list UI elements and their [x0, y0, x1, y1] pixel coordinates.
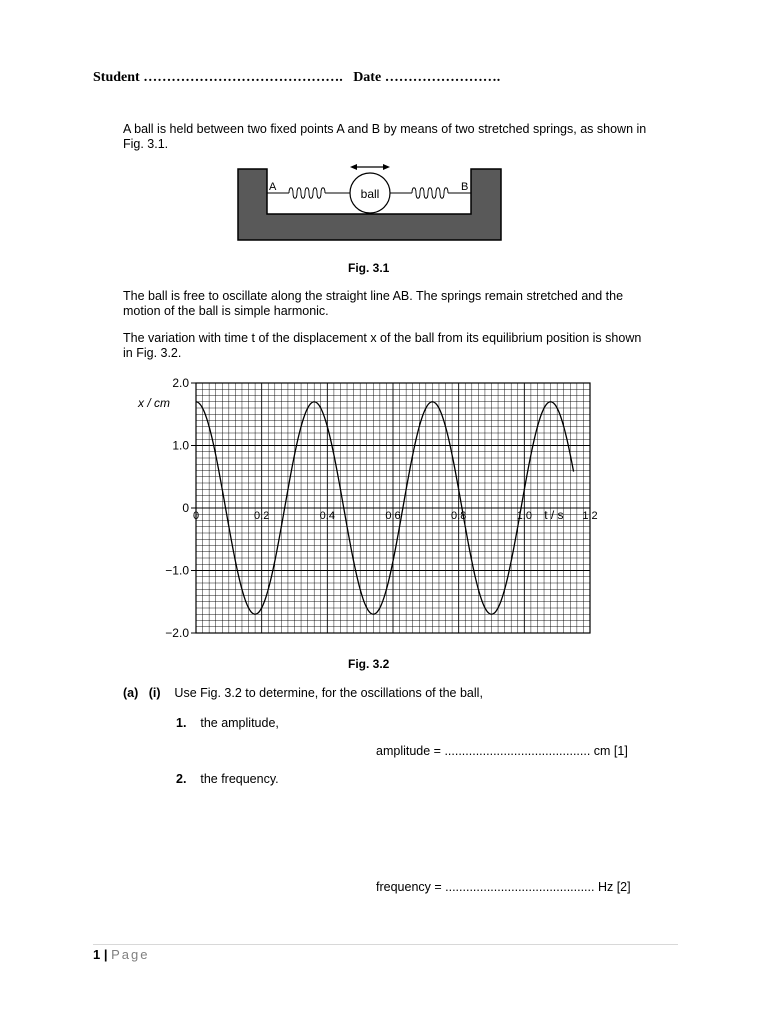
frequency-answer-line: frequency = ........................................... Hz [2]: [376, 880, 631, 894]
chart-grid: [196, 383, 590, 633]
variation-paragraph-text: The variation with time t of the displacement x of the ball from its equilibrium position is shown in Fig. 3.2.: [123, 331, 642, 360]
date-dots: …………………….: [384, 70, 501, 85]
fig-3-2-caption: Fig. 3.2: [348, 657, 390, 671]
intro-paragraph: A ball is held between two fixed points A and B by means of two stretched springs, as shown in Fig. 3.1.: [123, 122, 647, 151]
item-2-number: 2.: [176, 772, 187, 786]
x-tick-label: 1.0: [516, 510, 532, 522]
x-tick-label: 0.2: [254, 510, 270, 522]
page-footer: [93, 947, 150, 962]
question-a-i-line: [123, 686, 483, 700]
amplitude-answer-line: amplitude = .......................................... cm [1]: [376, 744, 628, 758]
motion-paragraph: The ball is free to oscillate along the straight line AB. The springs remain stretched and the motion of the ball is simple harmonic.: [123, 289, 624, 318]
part-i-label: (i): [148, 686, 161, 700]
student-label: Student: [93, 70, 140, 85]
x-tick-label: 1.2: [582, 510, 598, 522]
y-tick-label: 1.0: [172, 438, 189, 453]
fig-3-1-diagram: [236, 160, 506, 244]
fig-3-1-caption: Fig. 3.1: [348, 261, 390, 275]
footer-divider: [93, 944, 678, 945]
date-label: Date: [353, 70, 382, 85]
double-arrow-icon: [350, 164, 390, 170]
page-word: Page: [111, 947, 150, 962]
x-tick-label: 0.6: [385, 510, 401, 522]
x-tick-label: 0.8: [451, 510, 467, 522]
item-1: [176, 716, 279, 730]
x-axis-label: t / s: [544, 508, 564, 522]
question-stem: Use Fig. 3.2 to determine, for the oscillations of the ball,: [174, 686, 483, 700]
point-a-label: A: [269, 181, 277, 193]
item-2-text: the frequency.: [200, 772, 279, 786]
x-tick-label: 0.4: [319, 510, 335, 522]
fig-3-2-chart: [130, 370, 610, 645]
student-dots: …………………………………….: [143, 70, 343, 85]
page-number: 1: [93, 947, 101, 962]
student-date-header: [93, 70, 500, 86]
part-a-label: (a): [123, 686, 139, 700]
variation-paragraph: [123, 331, 653, 361]
point-b-label: B: [461, 181, 469, 193]
y-tick-label: 2.0: [172, 376, 189, 390]
y-axis-label: x / cm: [138, 396, 170, 410]
y-tick-label: 0: [182, 501, 189, 515]
item-2: [176, 772, 279, 786]
item-1-number: 1.: [176, 716, 187, 730]
y-axis-ticks: [165, 376, 196, 640]
y-tick-label: −2.0: [165, 626, 189, 640]
item-1-text: the amplitude,: [200, 716, 279, 730]
page-separator: |: [103, 947, 108, 962]
left-spring: [267, 188, 350, 199]
x-tick-label: 0: [192, 510, 200, 522]
right-spring: [390, 188, 471, 199]
y-tick-label: −1.0: [165, 563, 189, 578]
ball-label: ball: [360, 187, 380, 201]
